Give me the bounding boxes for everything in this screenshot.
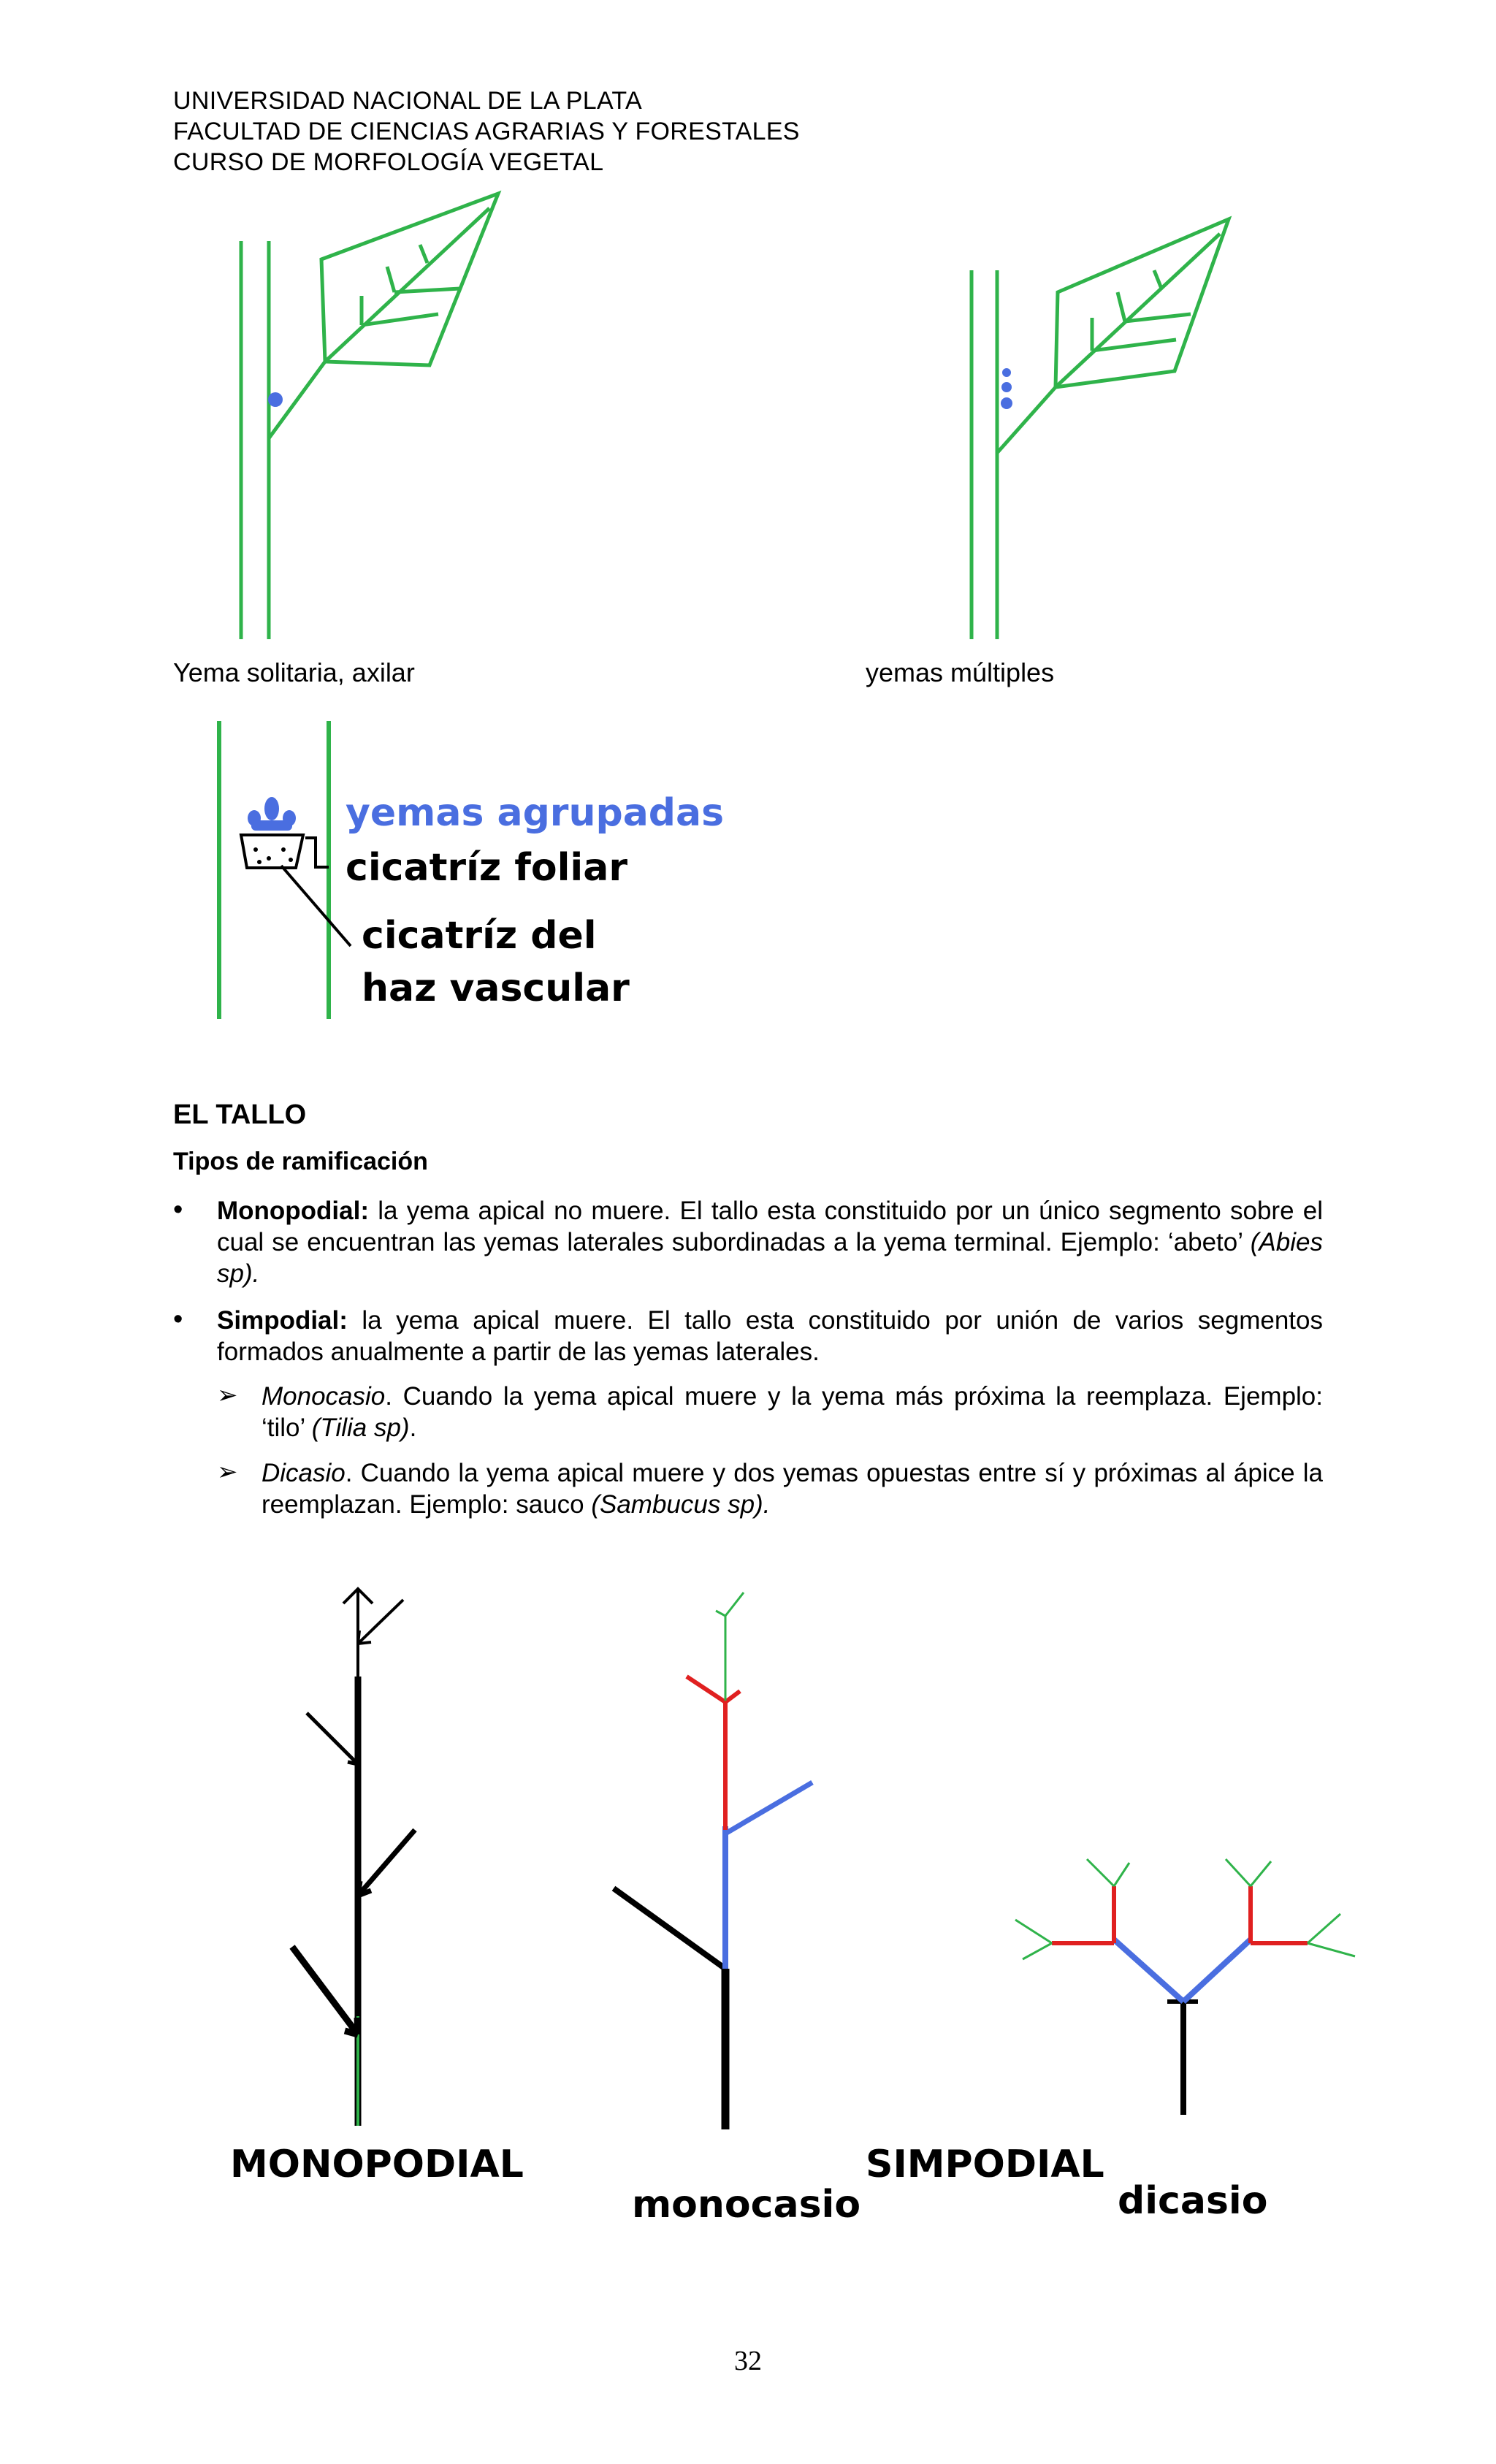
term-monopodial: Monopodial: [217,1197,370,1225]
label-monocasio: monocasio [632,2183,861,2227]
header-university: UNIVERSIDAD NACIONAL DE LA PLATA [173,87,642,115]
term-dicasio: Dicasio [262,1459,346,1487]
example-monopodial: (Abies sp). [217,1228,1323,1288]
figure-branching-types [219,1571,1388,2243]
figure-grouped-buds-leaf-scar [205,712,745,1034]
figure-solitary-axillary-bud [219,186,526,643]
example-dicasio: (Sambucus sp). [591,1490,771,1519]
arrow-bullet-icon: ➢ [217,1381,238,1409]
label-simpodial: SIMPODIAL [866,2143,1104,2186]
multiple-buds [1001,368,1012,409]
label-leaf-scar: cicatríz foliar [346,846,627,890]
header-faculty: FACULTAD DE CIENCIAS AGRARIAS Y FORESTALES [173,118,800,145]
bullet-icon: • [173,1194,183,1225]
paragraph-monocasio [262,1381,1323,1443]
label-dicasio: dicasio [1118,2179,1268,2223]
term-simpodial: Simpodial: [217,1306,348,1335]
figure-multiple-buds [950,212,1256,646]
label-monopodial: MONOPODIAL [230,2143,524,2186]
text-monocasio-end: . [409,1414,417,1442]
term-monocasio: Monocasio [262,1382,386,1411]
solitary-bud [268,392,283,407]
paragraph-simpodial [217,1305,1323,1368]
section-title: EL TALLO [173,1099,307,1130]
arrow-bullet-icon: ➢ [217,1458,238,1486]
bullet-icon: • [173,1304,183,1335]
caption-multiple-buds: yemas múltiples [866,657,1055,687]
label-vascular-scar-1: cicatríz del [362,914,597,958]
caption-solitary-bud: Yema solitaria, axilar [173,657,415,687]
label-vascular-scar-2: haz vascular [362,966,630,1010]
text-monocasio: . Cuando la yema apical muere y la yema más próxima la reemplaza. Ejemplo: ‘tilo’ [262,1382,1323,1442]
paragraph-monopodial [217,1195,1323,1289]
paragraph-dicasio [262,1457,1323,1520]
text-monopodial: la yema apical no muere. El tallo esta constituido por un único segmento sobre el cual se encuentran las yemas laterales subordinadas a la yema terminal. Ejemplo: ‘abeto’ [217,1197,1323,1256]
page-number: 32 [734,2346,762,2376]
section-subtitle: Tipos de ramificación [173,1148,428,1175]
text-simpodial: la yema apical muere. El tallo esta constituido por unión de varios segmentos formados anualmente a partir de las yemas laterales. [217,1306,1323,1366]
header-course: CURSO DE MORFOLOGÍA VEGETAL [173,148,604,176]
label-grouped-buds: yemas agrupadas [346,791,725,835]
text-dicasio: . Cuando la yema apical muere y dos yemas opuestas entre sí y próximas al ápice la reemplazan. Ejemplo: sauco [262,1459,1323,1519]
example-monocasio: (Tilia sp) [311,1414,410,1442]
